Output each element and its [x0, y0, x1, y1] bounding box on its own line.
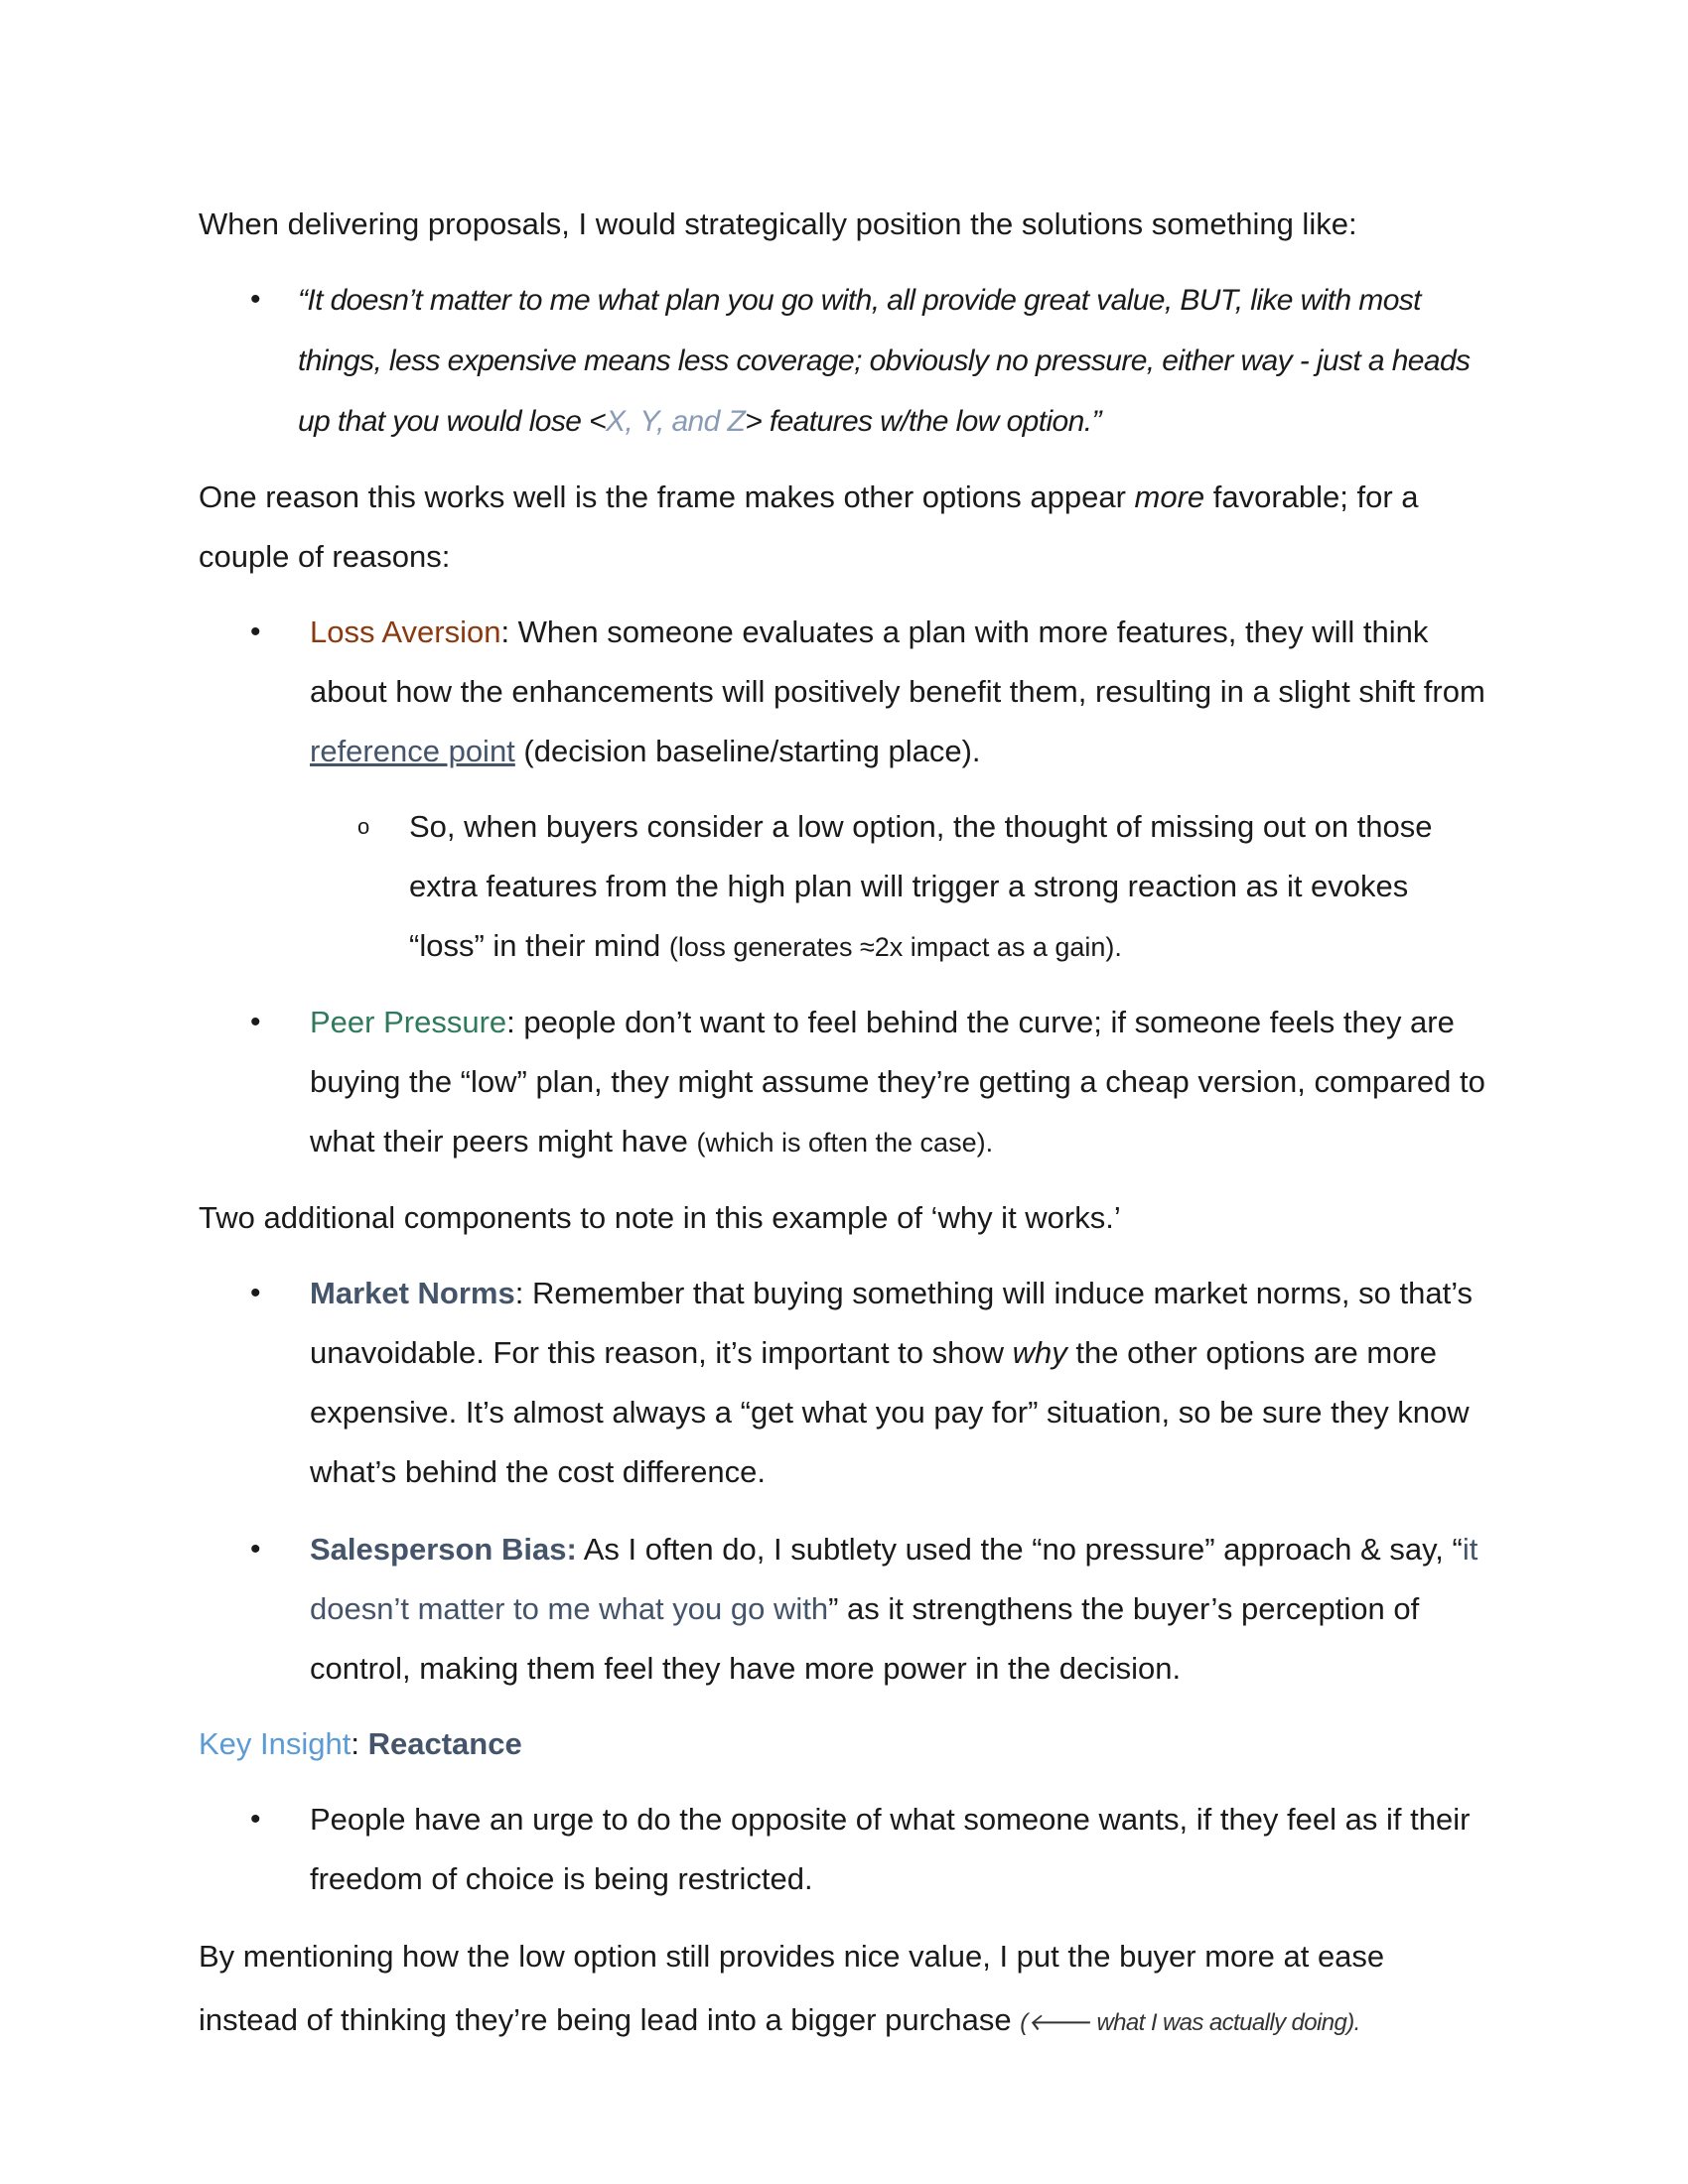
sales-quote: “It doesn’t matter to me what plan you go with, all provide great value, BUT, like with most things, less expensive means less coverage; obviously no pressure, either way - just a heads up that you would lose <X, Y, and Z> features w/the low option.” — [298, 284, 1471, 438]
salesperson-bias-term: Salesperson Bias: — [310, 1532, 577, 1567]
key-insight-heading: Key Insight: Reactance — [199, 1726, 522, 1761]
key-insight-label: Key Insight — [199, 1726, 352, 1761]
reasons-list — [199, 603, 1489, 1172]
bullet-icon: • — [250, 283, 261, 316]
bullet-icon: • — [250, 1006, 261, 1038]
list-item-loss-aversion: • Loss Aversion: When someone evaluates a plan with more features, they will think about how the enhancements will positively benefit them, resulting in a slight shift from reference point (decision baseline/starting place). — [199, 603, 1489, 781]
list-item-reactance: • People have an urge to do the opposite of what someone wants, if they feel as if their freedom of choice is being restricted. — [199, 1790, 1489, 1909]
bullet-icon: • — [250, 1277, 261, 1309]
list-item-market-norms: • Market Norms: Remember that buying something will induce market norms, so that’s unavoidable. For this reason, it’s important to show why the other options are more expensive. It’s almost always a “get what you pay for” situation, so be sure they know what’s behind the cost difference. — [199, 1264, 1489, 1502]
closing-aside: (🡐 what I was actually doing). — [1020, 2009, 1360, 2036]
list-item-salesperson-bias: • Salesperson Bias: As I often do, I subtlety used the “no pressure” approach & say, “it doesn’t matter to me what you go with” as it strengthens the buyer’s perception of control, making them feel they have more power in the decision. — [199, 1520, 1489, 1699]
sub-bullet-icon: o — [357, 814, 370, 839]
reactance-list — [199, 1790, 1489, 1909]
closing-paragraph: By mentioning how the low option still provides nice value, I put the buyer more at ease instead of thinking they’re being lead into a bigger purchase (🡐 what I was actually doing). — [199, 1939, 1385, 2037]
bullet-icon: • — [250, 1533, 261, 1566]
quote-list — [199, 270, 1489, 452]
document-page — [199, 195, 1489, 2071]
bullet-icon: • — [250, 615, 261, 648]
reference-point-link[interactable]: reference point — [310, 734, 515, 768]
peer-pressure-term: Peer Pressure — [310, 1005, 507, 1039]
salesperson-quote: it doesn’t matter to me what you go with — [310, 1532, 1478, 1626]
components-list — [199, 1264, 1489, 1699]
list-subitem-loss: o So, when buyers consider a low option, the thought of missing out on those extra features from the high plan will trigger a strong reaction as it evokes “loss” in their mind (loss generates ≈2x impact as a gain). — [199, 797, 1489, 977]
reactance-term: Reactance — [367, 1726, 522, 1761]
quote-item — [199, 270, 1489, 452]
components-paragraph: Two additional components to note in this example of ‘why it works.’ — [199, 1200, 1121, 1235]
list-item-peer-pressure: • Peer Pressure: people don’t want to feel behind the curve; if someone feels they are buying the “low” plan, they might assume they’re getting a cheap version, compared to what their peers might have (which is often the case). — [199, 993, 1489, 1172]
market-norms-term: Market Norms — [310, 1276, 515, 1310]
bullet-icon: • — [250, 1803, 261, 1836]
reason-paragraph: One reason this works well is the frame makes other options appear more favorable; for a couple of reasons: — [199, 479, 1419, 574]
loss-aversion-term: Loss Aversion — [310, 614, 501, 649]
feature-placeholder: X, Y, and Z — [606, 405, 746, 438]
intro-paragraph: When delivering proposals, I would strategically position the solutions something like: — [199, 206, 1357, 241]
